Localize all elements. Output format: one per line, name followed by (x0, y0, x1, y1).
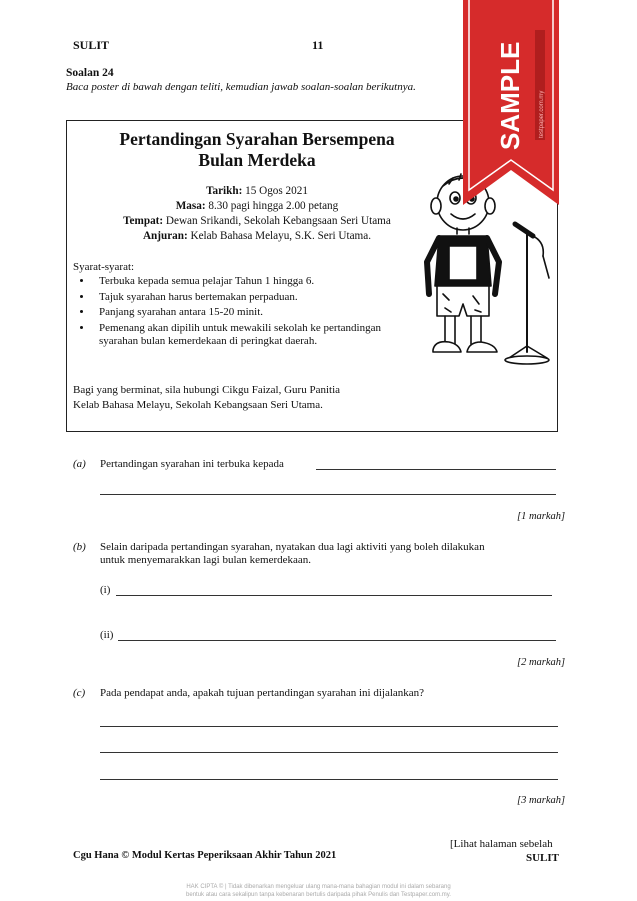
question-a-label: (a) (73, 458, 86, 470)
poster-title-line2: Bulan Merdeka (198, 150, 316, 170)
sample-ribbon (463, 0, 559, 205)
poster-title (67, 129, 447, 171)
poster-organizer: Anjuran: Kelab Bahasa Melayu, S.K. Seri Utama. (142, 230, 372, 242)
question-a-text: Pertandingan syarahan ini terbuka kepada (100, 458, 284, 470)
answer-line-c3[interactable] (100, 779, 558, 780)
poster-venue: Tempat: Dewan Srikandi, Sekolah Kebangsaan Seri Utama (123, 215, 391, 227)
poster-title-line1: Pertandingan Syarahan Bersempena (119, 129, 395, 149)
answer-line-a1[interactable] (316, 469, 556, 470)
question-b-sub2: (ii) (100, 629, 114, 641)
conditions-list (75, 275, 403, 351)
poster-date: Tarikh: 15 Ogos 2021 (206, 185, 308, 197)
marks-c: [3 markah] (517, 795, 566, 806)
ribbon-text: SAMPLE (495, 41, 525, 150)
answer-line-c2[interactable] (100, 752, 558, 753)
ribbon-subtext: testpaper.com.my (539, 90, 545, 138)
footer-next-page: [Lihat halaman sebelah (450, 838, 553, 850)
footer-credit: Cgu Hana © Modul Kertas Peperiksaan Akhir Tahun 2021 (73, 850, 337, 861)
conditions-heading: Syarat-syarat: (73, 261, 135, 273)
footer-sulit: SULIT (526, 852, 560, 864)
poster-time: Masa: 8.30 pagi hingga 2.00 petang (175, 200, 339, 212)
poster-info (67, 184, 447, 244)
list-item: • Terbuka kepada semua pelajar Tahun 1 hingga 6. (93, 275, 403, 289)
question-c-label: (c) (73, 687, 86, 699)
marks-a: [1 markah] (517, 511, 566, 522)
poster-contact: Bagi yang berminat, sila hubungi Cikgu Faizal, Guru Panitia Kelab Bahasa Melayu, Sekolah Kebangsaan Seri Utama. (73, 384, 341, 411)
list-item: • Panjang syarahan antara 15-20 minit. (93, 306, 403, 320)
answer-line-c1[interactable] (100, 726, 558, 727)
page-number: 11 (312, 38, 324, 52)
question-b-sub1: (i) (100, 584, 111, 596)
answer-line-b2[interactable] (118, 640, 556, 641)
answer-line-b1[interactable] (116, 595, 552, 596)
question-b-text: Selain daripada pertandingan syarahan, nyatakan dua lagi aktiviti yang boleh dilakukan untuk menyemarakkan lagi bulan kemerdekaan. (100, 541, 485, 566)
answer-line-a2[interactable] (100, 494, 556, 495)
list-item: • Tajuk syarahan harus bertemakan perpaduan. (93, 291, 403, 305)
marks-b: [2 markah] (517, 657, 566, 668)
question-c-text: Pada pendapat anda, apakah tujuan pertandingan syarahan ini dijalankan? (100, 687, 425, 699)
header-sulit: SULIT (73, 38, 110, 52)
question-title: Soalan 24 (66, 67, 114, 79)
copyright-notice: HAK CIPTA © | Tidak dibenarkan mengeluar ulang mana-mana bahagian modul ini dalam sebarang bentuk atau cara sekalipun tanpa kebenaran bertulis daripada pihak Penulis dan Testpaper.com.my. (186, 884, 451, 898)
question-instruction: Baca poster di bawah dengan teliti, kemudian jawab soalan-soalan berikutnya. (66, 81, 416, 93)
list-item: • Pemenang akan dipilih untuk mewakili sekolah ke pertandingan syarahan bulan kemerdekaan di peringkat daerah. (93, 322, 403, 349)
question-b-label: (b) (73, 541, 86, 553)
